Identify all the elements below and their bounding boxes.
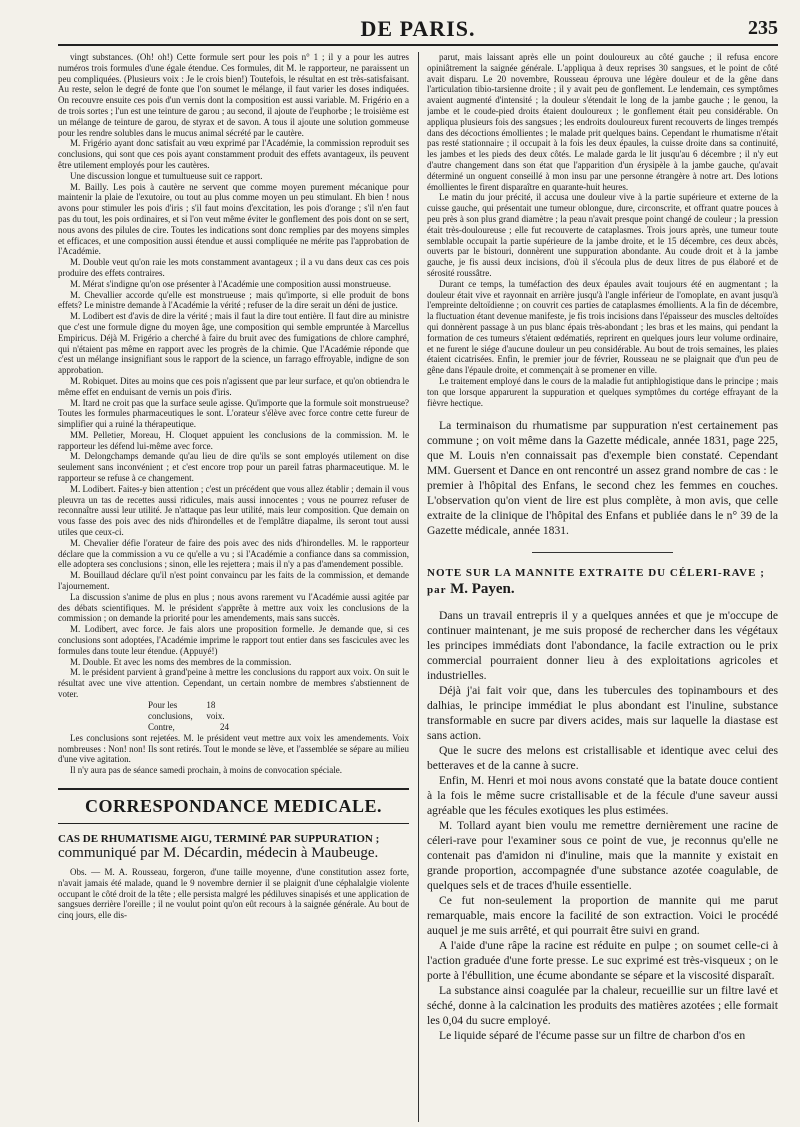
running-title: DE PARIS. bbox=[360, 16, 476, 41]
page-header bbox=[58, 0, 778, 46]
paragraph: Ce fut non-seulement la proportion de mannite qui me parut remarquable, mais encore la facilité de son extraction. Voici le procédé auquel je me suis arrêté, et qui pourrait être suivi en grand. bbox=[427, 894, 778, 938]
paragraph: M. Frigério ayant donc satisfait au vœu exprimé par l'Académie, la commission reproduit ses conclusions, qui sont que ces pois ayant constamment produit des effets avantageux, ils peuvent être utilement employés pour les cautères. bbox=[58, 138, 409, 170]
case-title-big: communiqué par M. Décardin, médecin à Maubeuge. bbox=[58, 845, 379, 861]
vote-against-label: Contre, bbox=[148, 721, 175, 732]
paragraph: parut, mais laissant après elle un point douloureux au côté gauche ; il refusa encore opiniâtrement la saignée générale. L'appliqua à deux reprises 30 sangsues, et le point de côté avait disparu. Le 20 novembre, Rousseau éprouva une légère douleur et de la gêne dans l'articulation tibio-tarsienne droite ; il y avait peu de gonflement. Le lendemain, ces symptômes avaient augmenté d'intensité ; la douleur s'étendait le long de la jambe gauche ; le genou, la jambe et le coude-pied droits étaient douloureux ; le gonflement était peu considérable. On appliqua plusieurs fois des sangsues ; les endroits douloureux furent recouverts de linges trempés dans des décoctions émollientes ; le malade prit quelques bains. Cependant le rhumatisme n'était pas resté stationnaire ; il occupait à la fois les deux épaules, la cuisse droite dans sa continuité, les jambes et les pieds des deux côtés. Le malade garda le lit jusqu'au 6 décembre ; il n'y eut d'autre changement dans son état que l'apparition d'un érysipèle à la jambe gauche, qu'avait déterminé un onguent conseillé à mon insu par une personne étrangère à notre art. Des lotions émollientes le firent disparaître en quarante-huit heures. bbox=[427, 52, 778, 192]
paragraph: M. Robiquet. Dites au moins que ces pois n'agissent que par leur surface, et qu'on obtiendra le même effet en enduisant de vernis un pois d'iris. bbox=[58, 375, 409, 397]
vote-row-for bbox=[58, 700, 409, 722]
case-title-small: CAS DE RHUMATISME AIGU, TERMINÉ PAR SUPPURATION ; bbox=[58, 833, 380, 845]
paragraph: M. Itard ne croit pas que la surface seule agisse. Qu'importe que la formule soit monstrueuse? Toutes les formules pharmaceutiques le sont. L'orateur s'élève avec force contre cette fureur de simplifier qui a ruiné la thérapeutique. bbox=[58, 397, 409, 430]
paragraph: M. Lodibert est d'avis de dire la vérité ; mais il faut la dire tout entière. Il faut dire au ministre que c'est une formule digne du moyen âge, une composition qui semble empruntée à Marcellus Empiricus. Déjà M. Frigério a cherché à faire du bruit avec des fumigations de chlore camphré, qui n'étaient pas même en rapport avec les progrès de la chimie. Que l'Académie réponde que c'est un mélange insignifiant sous le rapport de la science, un farrago effroyable, indigne de son approbation. bbox=[58, 311, 409, 376]
paragraph: M. Bouillaud déclare qu'il n'est point convaincu par les faits de la commission, et demande l'ajournement. bbox=[58, 570, 409, 592]
paragraph: M. Chevalier défie l'orateur de faire des pois avec des nids d'hirondelles. M. le rapporteur déclare que la commission a vu ce qu'elle a vu ; si l'Académie a confiance dans sa commission, elle adoptera ses conclusions ; sinon, elle les rejettera ; mais il n'y a pas d'amendement possible. bbox=[58, 537, 409, 570]
columns bbox=[58, 52, 778, 1122]
paragraph: MM. Pelletier, Moreau, H. Cloquet appuient les conclusions de la commission. M. le rapporteur les défend lui-même avec force. bbox=[58, 429, 409, 451]
column-rule bbox=[418, 52, 419, 1122]
note-title-small: NOTE SUR LA MANNITE EXTRAITE DU CÉLERI-RAVE ; par bbox=[427, 567, 765, 597]
vote-row-against bbox=[58, 722, 409, 733]
paragraph: Le matin du jour précité, il accusa une douleur vive à la partie supérieure et externe de la cuisse gauche, qui présentait une tumeur oblongue, dure, circonscrite, et offrant quatre pouces à peu près à son plus grand diamètre ; la peau n'avait presque point changé de couleur ; la pression était très-douloureuse ; elle fut recouverte de cataplasmes. Trois jours après, une tumeur toute semblable occupait la partie supérieure de la jambe droite, et le 15 décembre, ces deux abcès, ouverts par le bistouri, donnèrent une suppuration abondante. Au coude droit et à la jambe gauche, je fis aussi deux incisions, d'où il s'écoula plus de deux litres de pus élaboré et de sérosité roussâtre. bbox=[427, 192, 778, 278]
note-title-big: M. Payen. bbox=[450, 581, 515, 598]
paragraph: M. Bailly. Les pois à cautère ne servent que comme moyen purement mécanique pour maintenir la plaie de l'exutoire, ou tout au plus comme moyen un peu stimulant. Eh bien ! nous avons pour stimuler les pois d'iris ; s'il faut moins d'excitation, les pois d'orange ; s'il n'en faut pas du tout, les pois ordinaires, et si l'on veut même éviter le gonflement des pois dont on se sert, nous avons des pilules de cire. Toutes les indications sont donc remplies par des moyens simples et efficaces, et une composition aussi étendue et aussi compliquée ne mérite pas l'approbation de l'Académie. bbox=[58, 181, 409, 257]
paragraph: M. Lodibert. Faites-y bien attention ; c'est un précédent que vous allez établir ; demain il vous pleuvra un tas de recettes aussi ridicules, mais aussi innocentes ; vous ne pourrez refuser de reconnaître aussi leur utilité. Je n'attaque pas leur utilité, mais leur composition. Que demain on vous fasse des pois avec des nids d'hirondelles et de l'emplâtre diapalme, ils seront tout aussi utiles que ceux-ci. bbox=[58, 483, 409, 538]
paragraph: M. Double veut qu'on raie les mots constamment avantageux ; il a vu dans deux cas ces pois produire des effets contraires. bbox=[58, 257, 409, 278]
left-column bbox=[58, 52, 409, 1122]
paragraph: M. Chevallier accorde qu'elle est monstrueuse ; mais qu'importe, si elle produit de bons effets? Le ministre demande à l'Académie la vérité ; refuser de la dire serait un déni de justice. bbox=[58, 289, 409, 311]
paragraph: A l'aide d'une râpe la racine est réduite en pulpe ; on soumet celle-ci à l'action graduée d'une forte presse. Le suc exprimé est très-visqueux ; on le porte à l'ébullition, une écume abondante se sépare et la viscosité disparaît. bbox=[427, 939, 778, 983]
paragraph: M. Mérat s'indigne qu'on ose présenter à l'Académie une composition aussi monstrueuse. bbox=[70, 278, 392, 289]
vote-for-value: 18 voix. bbox=[206, 699, 225, 721]
note-body bbox=[427, 608, 778, 1043]
paragraph: Déjà j'ai fait voir que, dans les tubercules des topinambours et des dalhias, le principe immédiat le plus abondant est l'inuline, substance transformable en sucre par divers acides, mais sur laquelle la diastase est sans action. bbox=[427, 684, 778, 743]
vote-for-label: Pour les conclusions, bbox=[148, 699, 193, 721]
page-number: 235 bbox=[748, 17, 778, 39]
right-column bbox=[427, 52, 778, 1122]
divider bbox=[532, 552, 672, 553]
vote-against-value: 24 bbox=[220, 721, 229, 732]
paragraph: Le liquide séparé de l'écume passe sur un filtre de charbon d'os en bbox=[439, 1029, 746, 1043]
case-text: Obs. — M. A. Rousseau, forgeron, d'une taille moyenne, d'une constitution assez forte, n'avait jamais été malade, quand le 9 novembre dernier il se plaignit d'une céphalalgie violente occupant le côté droit de la tête ; elle persista malgré les pédiluves sinapisés et une application de sangsues derrière l'oreille ; il ne voulut point qu'on eût recours à la saignée générale. Au bout de cinq jours, elle dis- bbox=[58, 867, 409, 921]
paragraph: Le traitement employé dans le cours de la maladie fut antiphlogistique dans le principe ; mais ton que lorsque apparurent la suppuration et quelques symptômes du cortége effrayant de la fièvre hectique. bbox=[427, 375, 778, 408]
paragraph: M. le président parvient à grand'peine à mettre les conclusions du rapport aux voix. On suit le résultat avec une vive attention. Cependant, un certain nombre de membres s'abstiennent de voter. bbox=[58, 667, 409, 700]
paragraph: Une discussion longue et tumultueuse suit ce rapport. bbox=[70, 170, 263, 181]
paragraph: La substance ainsi coagulée par la chaleur, recueillie sur un filtre lavé et séché, donne à la calcination les produits des matières azotées ; elle formait les 0,04 du sucre employé. bbox=[427, 984, 778, 1028]
section-title: CORRESPONDANCE MEDICALE. bbox=[58, 788, 409, 824]
paragraph: Dans un travail entrepris il y a quelques années et que je m'occupe de continuer maintenant, je me suis proposé de rechercher dans les végétaux les principes immédiats dont l'abondance, la facile extraction ou le prix commercial pourraient donner lieu à des exploitations agricoles et industrielles. bbox=[427, 609, 778, 683]
paragraph: M. Lodibert, avec force. Je fais alors une proposition formelle. Je demande que, si ces conclusions sont adoptées, l'Académie imprime le rapport tout entier dans ses fascicules avec les formules dans toute leur étendue. (Appuyé!) bbox=[58, 624, 409, 656]
commentary: La terminaison du rhumatisme par suppuration n'est certainement pas commune ; on voit même dans la Gazette médicale, année 1831, page 225, que M. Louis n'en connaissait pas d'exemple bien constaté. Cependant MM. Guersent et Dance en ont rencontré un assez grand nombre de cas : le premier à l'hôpital des Enfans, le second chez les femmes en couches. L'observation qu'on vient de lire est plus complète, à mon avis, que celle extraite de la clinique de l'hôpital des Enfans et publiée dans le n° 39 de la Gazette médicale, année 1831. bbox=[427, 419, 778, 538]
case-title bbox=[58, 832, 409, 861]
paragraph: M. Double. Et avec les noms des membres de la commission. bbox=[70, 656, 292, 667]
paragraph: M. Delongchamps demande qu'au lieu de dire qu'ils se sont employés utilement on dise seulement sans inconvénient ; et c'est encore trop pour un pareil fatras pharmaceutique. M. le rapporteur se refuse à ce changement. bbox=[58, 451, 409, 484]
paragraph: La discussion s'anime de plus en plus ; nous avons rarement vu l'Académie aussi agitée par des débats scientifiques. M. le président s'apprête à mettre aux voix les conclusions de la commission ; on demande la priorité pour les amendements, mais sans succès. bbox=[58, 591, 409, 624]
paragraph: Enfin, M. Henri et moi nous avons constaté que la batate douce contient à la fois le même sucre cristallisable et de la fécule d'une saveur aussi agréable que les fécules exotiques les plus estimées. bbox=[427, 774, 778, 818]
paragraph: Que le sucre des melons est cristallisable et identique avec celui des betteraves et de la canne à sucre. bbox=[427, 744, 778, 773]
paragraph: M. Tollard ayant bien voulu me remettre dernièrement une racine de céleri-rave pour l'examiner sous ce point de vue, je reconnus qu'elle ne contenait pas d'amidon ni d'inuline, mais que la mannite y existait en grande proportion, accompagnée d'une substance azotée coagulable, de quelques sels et de traces d'huile essentielle. bbox=[427, 819, 778, 893]
paragraph: vingt substances. (Oh! oh!) Cette formule sert pour les pois n° 1 ; il y a pour les autres numéros trois formules d'une égale étendue. Ces formules, dit M. le rapporteur, ne paraissent un peu compliquées. (Plusieurs voix : Je le crois bien!) Toutefois, le résultat en est très-satisfaisant. Au reste, selon le degré de fonte que l'on soumet le mélange, il faut varier les doses indiquées. On recouvre ensuite ces pois d'un vernis dont la composition est aussi variable. M. Frigério en a de trois sortes ; l'un est une teinture de garou ; au second, il ajoute de l'euphorbe ; le troisième est un mélange de teinture de garou, de styrax et de savon. A tous il ajoute une solution gommeuse pour les rendre solubles dans le mucus animal sécrété par le cautère. bbox=[58, 52, 409, 138]
paragraph: Durant ce temps, la tuméfaction des deux épaules avait toujours été en augmentant ; la douleur était vive et rayonnait en arrière jusqu'à l'angle inférieur de l'omoplate, en avant jusqu'à l'empreinte deltoïdienne ; on couvrit ces parties de cataplasmes émollients. A la fin de décembre, la fluctuation étant devenue manifeste, je fis trois incisions dans l'épaisseur des muscles deltoïdes qui donnèrent passage à un pus blanc épais très-abondant ; les bras et les mains, qui pendant la formation de ces tumeurs s'étaient œdématiés, reprirent en quelques jours leur volume ordinaire, et ne furent le siége d'aucune douleur un peu considérable. Au bout de trois semaines, les plaies étaient cicatrisées. Enfin, le premier jour de février, Rousseau ne se plaignait que d'un peu de gêne dans l'épaule droite, et commençait à se promener en ville. bbox=[427, 278, 778, 376]
paragraph: Il n'y aura pas de séance samedi prochain, à moins de convocation spéciale. bbox=[70, 765, 343, 776]
paragraph: Les conclusions sont rejetées. M. le président veut mettre aux voix les amendements. Voix nombreuses : Non! non! Ils sont retirés. Tout le monde se lève, et l'assemblée se sépare au milieu d'une vive agitation. bbox=[58, 732, 409, 765]
note-title bbox=[427, 565, 778, 598]
